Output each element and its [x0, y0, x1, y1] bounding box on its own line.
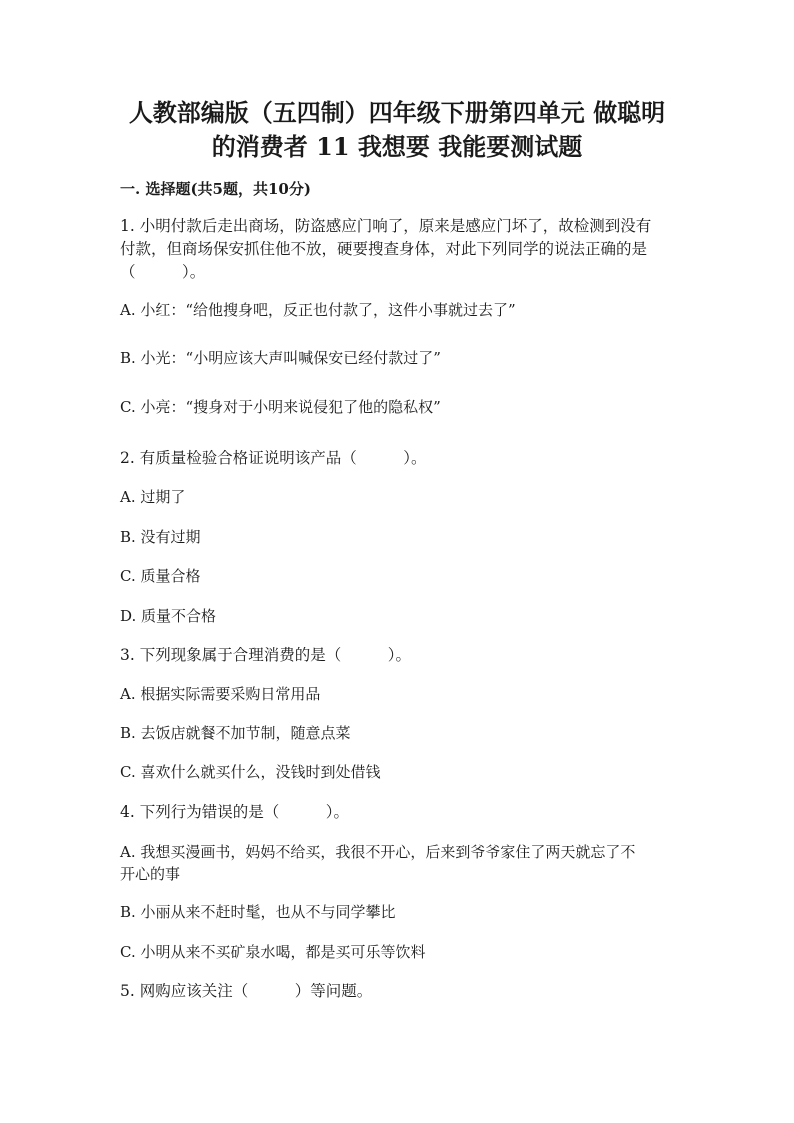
question-2-option-a: A. 过期了	[120, 488, 186, 506]
question-1-option-c: C. 小亮：“搜身对于小明来说侵犯了他的隐私权”	[120, 398, 441, 416]
question-3-stem: 3. 下列现象属于合理消费的是（ ）。	[120, 646, 411, 664]
question-1-stem-line-3: （ ）。	[120, 263, 206, 281]
question-2-option-b: B. 没有过期	[120, 528, 201, 546]
question-2-option-d: D. 质量不合格	[120, 607, 217, 625]
question-1-stem-line-2: 付款，但商场保安抓住他不放，硬要搜查身体，对此下列同学的说法正确的是	[120, 240, 648, 258]
section-heading: 一. 选择题(共5题，共10分)	[120, 180, 311, 198]
question-1-option-a: A. 小红：“给他搜身吧，反正也付款了，这件小事就过去了”	[120, 301, 516, 319]
question-1-stem-line-1: 1. 小明付款后走出商场，防盗感应门响了，原来是感应门坏了，故检测到没有	[120, 217, 652, 235]
question-5-stem: 5. 网购应该关注（ ）等问题。	[120, 982, 373, 1000]
question-4-option-a-line-2: 开心的事	[120, 865, 181, 883]
page-title-line-1: 人教部编版（五四制）四年级下册第四单元 做聪明	[128, 98, 666, 127]
question-2-option-c: C. 质量合格	[120, 567, 201, 585]
question-4-option-a-line-1: A. 我想买漫画书，妈妈不给买，我很不开心，后来到爷爷家住了两天就忘了不	[120, 843, 636, 861]
question-1-option-b: B. 小光：“小明应该大声叫喊保安已经付款过了”	[120, 349, 441, 367]
question-4-option-b: B. 小丽从来不赶时髦，也从不与同学攀比	[120, 903, 396, 921]
question-3-option-c: C. 喜欢什么就买什么，没钱时到处借钱	[120, 763, 381, 781]
question-3-option-a: A. 根据实际需要采购日常用品	[120, 685, 321, 703]
question-4-option-c: C. 小明从来不买矿泉水喝，都是买可乐等饮料	[120, 943, 426, 961]
question-4-stem: 4. 下列行为错误的是（ ）。	[120, 803, 349, 821]
question-2-stem: 2. 有质量检验合格证说明该产品（ ）。	[120, 449, 427, 467]
question-3-option-b: B. 去饭店就餐不加节制，随意点菜	[120, 724, 351, 742]
page-title-line-2: 的消费者 11 我想要 我能要测试题	[211, 132, 583, 161]
